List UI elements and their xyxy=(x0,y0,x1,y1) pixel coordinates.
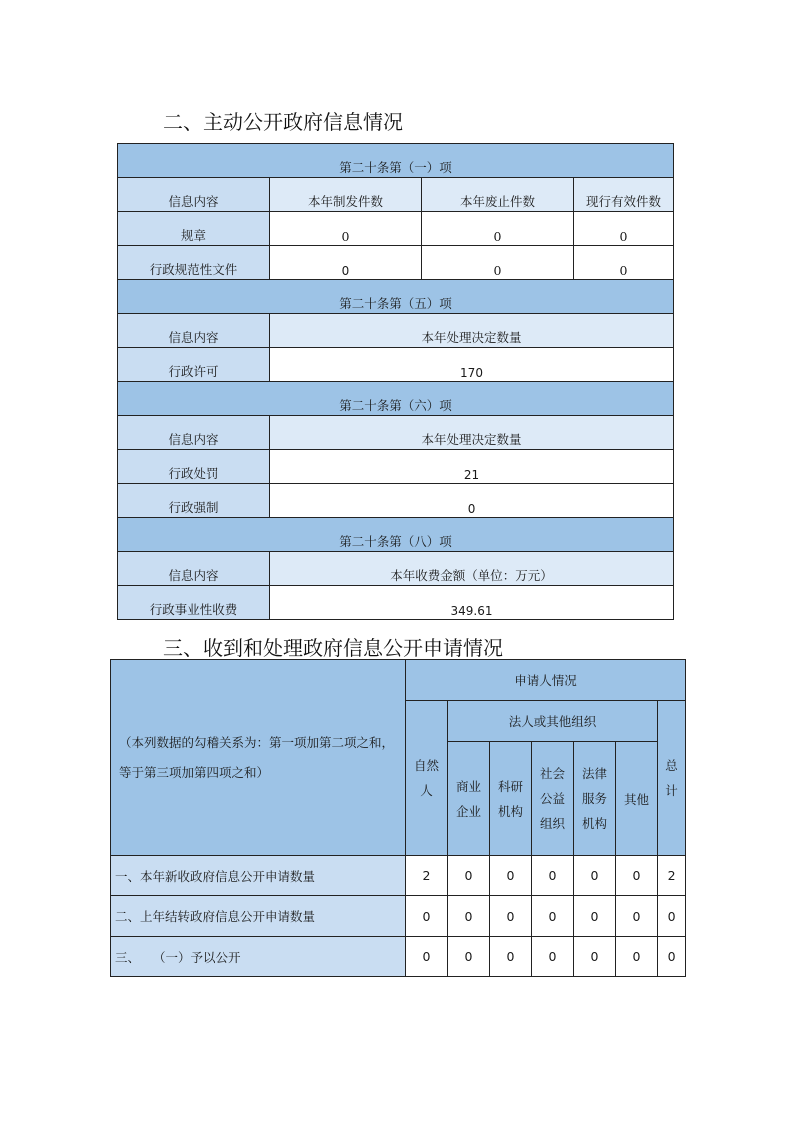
table-row xyxy=(118,212,674,246)
normative-docs-valid: 0 xyxy=(574,246,674,280)
business-header: 商业 企业 xyxy=(448,742,490,856)
info-content-label: 信息内容 xyxy=(118,178,270,212)
art20-1-header-row xyxy=(118,144,674,178)
table-cell: 0 xyxy=(490,896,532,937)
table-cell: 0 xyxy=(532,937,574,977)
legal-service-header: 法律 服务 机构 xyxy=(574,742,616,856)
admin-enforcement-value: 0 xyxy=(270,484,674,518)
social-org-header: 社会 公益 组织 xyxy=(532,742,574,856)
carried-over-label: 二、上年结转政府信息公开申请数量 xyxy=(111,896,406,937)
regulations-repealed: 0 xyxy=(422,212,574,246)
table-row xyxy=(118,246,674,280)
art20-8-header: 第二十条第（八）项 xyxy=(118,518,674,552)
art20-5-header: 第二十条第（五）项 xyxy=(118,280,674,314)
applicant-header: 申请人情况 xyxy=(406,660,686,701)
natural-person-header: 自然 人 xyxy=(406,701,448,856)
other-header: 其他 xyxy=(616,742,658,856)
table-row xyxy=(118,586,674,620)
admin-penalty-value: 21 xyxy=(270,450,674,484)
admin-fees-value: 349.61 xyxy=(270,586,674,620)
section2-title: 二、主动公开政府信息情况 xyxy=(163,110,403,134)
application-table xyxy=(110,659,686,977)
research-header: 科研 机构 xyxy=(490,742,532,856)
table-cell: 0 xyxy=(574,856,616,896)
checksum-note-line1: （本列数据的勾稽关系为：第一项加第二项之和， xyxy=(119,734,395,750)
art20-5-column-row xyxy=(118,314,674,348)
checksum-note-line2: 等于第三项加第四项之和） xyxy=(119,764,270,780)
table-cell: 0 xyxy=(448,896,490,937)
table-row xyxy=(111,856,686,896)
art20-6-header-row xyxy=(118,382,674,416)
table-cell: 0 xyxy=(658,896,686,937)
normative-docs-issued: 0 xyxy=(270,246,422,280)
table-cell: 0 xyxy=(616,856,658,896)
disclosed-label xyxy=(111,937,406,977)
checksum-note xyxy=(111,660,406,856)
table-cell: 0 xyxy=(532,896,574,937)
decision-count-header: 本年处理决定数量 xyxy=(270,416,674,450)
table-cell: 2 xyxy=(658,856,686,896)
info-content-label: 信息内容 xyxy=(118,314,270,348)
disclosed-item-label: （一）予以公开 xyxy=(152,949,241,965)
table-cell: 0 xyxy=(532,856,574,896)
table-row xyxy=(118,450,674,484)
admin-license-value: 170 xyxy=(270,348,674,382)
table-cell: 0 xyxy=(490,856,532,896)
legal-entity-header: 法人或其他组织 xyxy=(448,701,658,742)
table-cell: 0 xyxy=(448,856,490,896)
table-cell: 0 xyxy=(616,896,658,937)
row-label-admin-fees: 行政事业性收费 xyxy=(118,586,270,620)
section-three-prefix: 三、 xyxy=(115,949,141,965)
total-header: 总 计 xyxy=(658,701,686,856)
row-label-admin-penalty: 行政处罚 xyxy=(118,450,270,484)
table-row xyxy=(111,937,686,977)
table-cell: 0 xyxy=(448,937,490,977)
info-content-label: 信息内容 xyxy=(118,552,270,586)
valid-count-header: 现行有效件数 xyxy=(574,178,674,212)
row-label-admin-license: 行政许可 xyxy=(118,348,270,382)
table-cell: 0 xyxy=(658,937,686,977)
table-cell: 0 xyxy=(616,937,658,977)
table-row xyxy=(118,484,674,518)
table-cell: 0 xyxy=(406,896,448,937)
table-row xyxy=(118,348,674,382)
repealed-count-header: 本年废止件数 xyxy=(422,178,574,212)
row-label-regulations: 规章 xyxy=(118,212,270,246)
table-cell: 0 xyxy=(574,937,616,977)
art20-1-column-row xyxy=(118,178,674,212)
section3-title: 三、收到和处理政府信息公开申请情况 xyxy=(163,636,503,660)
art20-8-column-row xyxy=(118,552,674,586)
row-label-normative-docs: 行政规范性文件 xyxy=(118,246,270,280)
applicant-header-row xyxy=(111,660,686,701)
row-label-admin-enforcement: 行政强制 xyxy=(118,484,270,518)
art20-5-header-row xyxy=(118,280,674,314)
art20-1-header: 第二十条第（一）项 xyxy=(118,144,674,178)
regulations-issued: 0 xyxy=(270,212,422,246)
art20-8-header-row xyxy=(118,518,674,552)
decision-count-header: 本年处理决定数量 xyxy=(270,314,674,348)
fee-amount-header: 本年收费金额（单位：万元） xyxy=(270,552,674,586)
info-content-label: 信息内容 xyxy=(118,416,270,450)
table-row xyxy=(111,896,686,937)
art20-6-header: 第二十条第（六）项 xyxy=(118,382,674,416)
issued-count-header: 本年制发件数 xyxy=(270,178,422,212)
table-cell: 0 xyxy=(574,896,616,937)
table-cell: 2 xyxy=(406,856,448,896)
new-applications-label: 一、本年新收政府信息公开申请数量 xyxy=(111,856,406,896)
table-cell: 0 xyxy=(490,937,532,977)
active-disclosure-table xyxy=(117,143,674,620)
normative-docs-repealed: 0 xyxy=(422,246,574,280)
table-cell: 0 xyxy=(406,937,448,977)
regulations-valid: 0 xyxy=(574,212,674,246)
art20-6-column-row xyxy=(118,416,674,450)
